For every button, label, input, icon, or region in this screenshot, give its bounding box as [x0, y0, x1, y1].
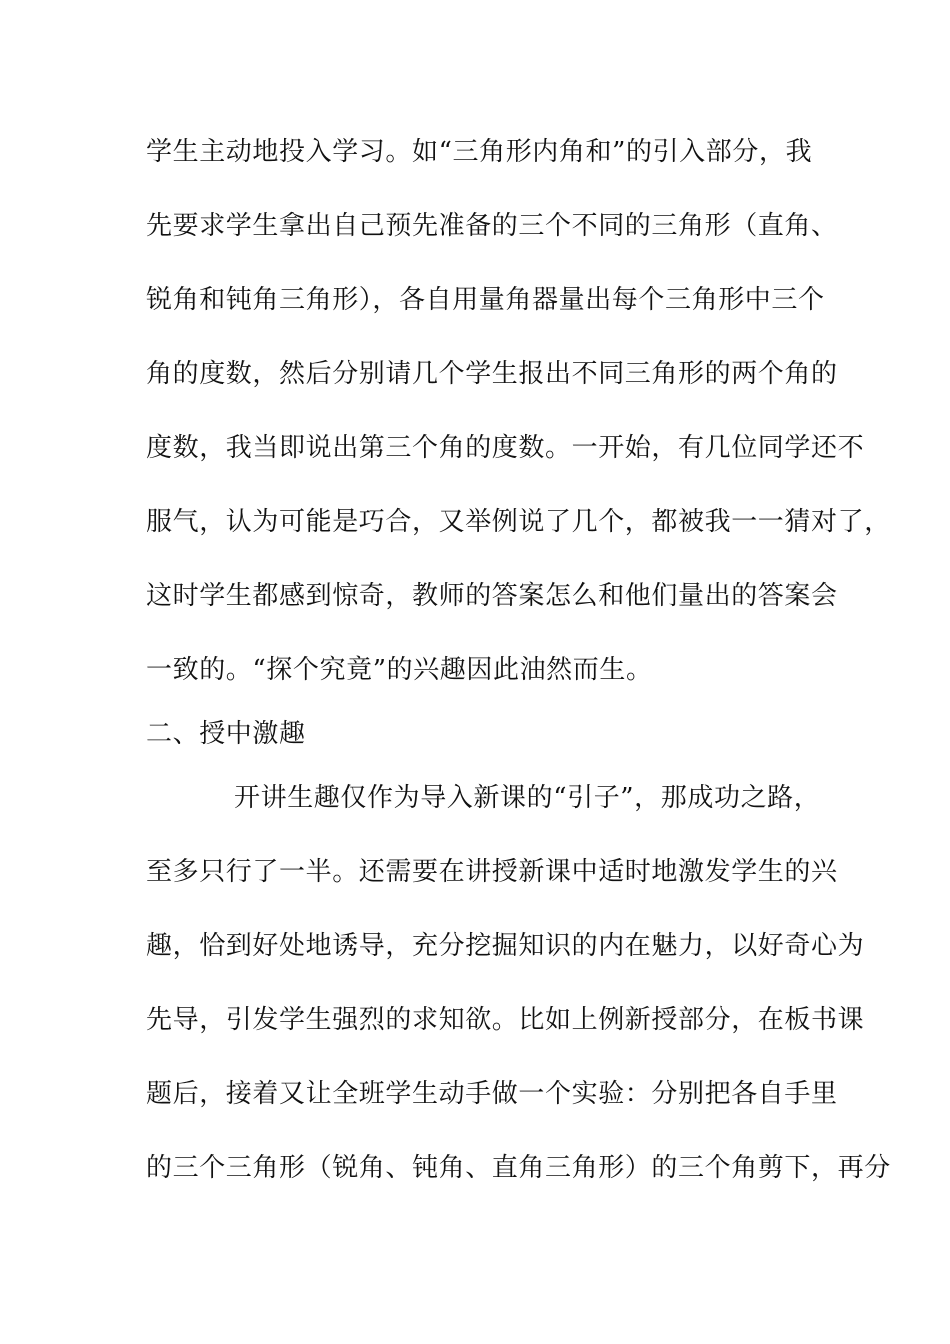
paragraph-1-line-5: 度数，我当即说出第三个角的度数。一开始，有几位同学还不 [146, 433, 865, 463]
paragraph-1-line-4: 角的度数，然后分别请几个学生报出不同三角形的两个角的 [146, 359, 838, 389]
paragraph-2-line-2: 至多只行了一半。还需要在讲授新课中适时地激发学生的兴 [146, 857, 838, 887]
paragraph-1-line-7: 这时学生都感到惊奇，教师的答案怎么和他们量出的答案会 [146, 581, 838, 611]
paragraph-2-line-5: 题后，接着又让全班学生动手做一个实验：分别把各自手里 [146, 1079, 838, 1109]
paragraph-1-line-2: 先要求学生拿出自己预先准备的三个不同的三角形（直角、 [146, 211, 838, 241]
paragraph-1-line-1: 学生主动地投入学习。如“三角形内角和”的引入部分，我 [146, 137, 813, 167]
paragraph-2-line-1: 开讲生趣仅作为导入新课的“引子”，那成功之路， [234, 783, 821, 813]
paragraph-2-line-6: 的三个三角形（锐角、钝角、直角三角形）的三个角剪下，再分 [146, 1153, 891, 1183]
section-heading: 二、授中激趣 [146, 719, 306, 749]
paragraph-1-line-3: 锐角和钝角三角形），各自用量角器量出每个三角形中三个 [146, 285, 825, 315]
paragraph-1-line-6: 服气，认为可能是巧合，又举例说了几个，都被我一一猜对了， [146, 507, 891, 537]
paragraph-2-line-4: 先导，引发学生强烈的求知欲。比如上例新授部分，在板书课 [146, 1005, 865, 1035]
paragraph-1-line-8: 一致的。“探个究竟”的兴趣因此油然而生。 [146, 655, 653, 685]
paragraph-2-line-3: 趣，恰到好处地诱导，充分挖掘知识的内在魅力，以好奇心为 [146, 931, 865, 961]
